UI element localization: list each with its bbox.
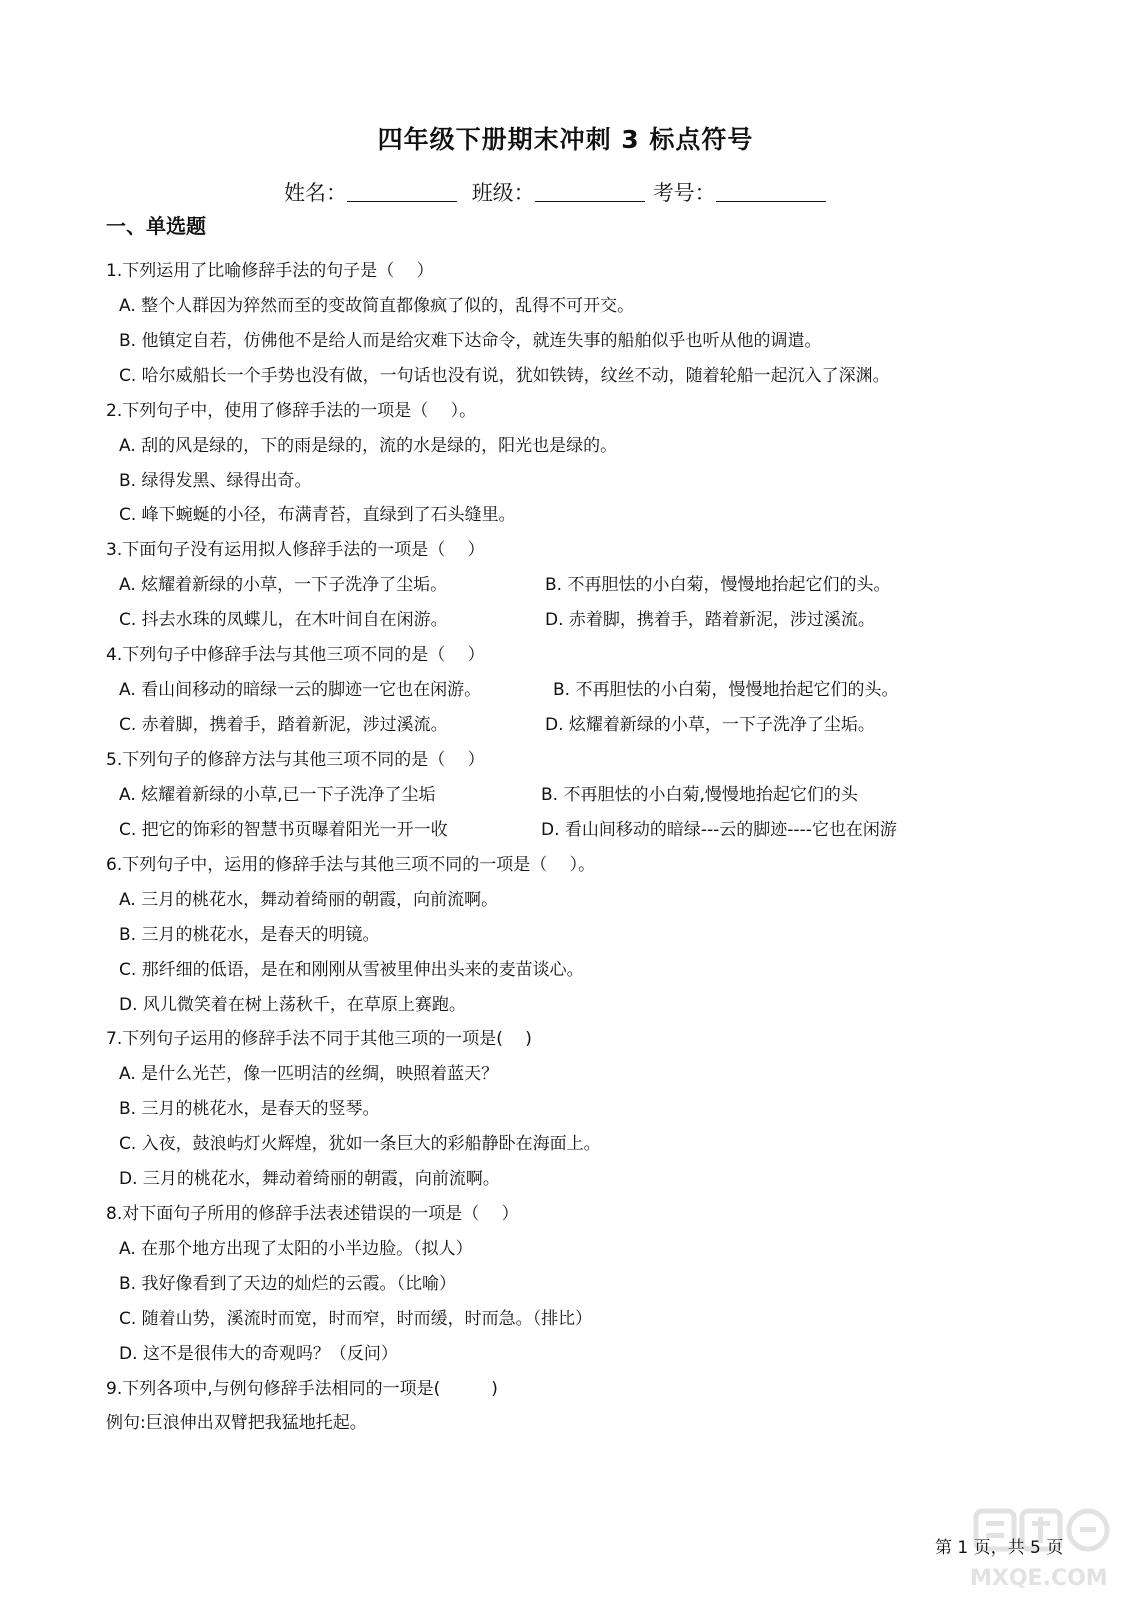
name-label: 姓名： (284, 181, 347, 205)
question-6-stem: 6.下列句子中，运用的修辞手法与其他三项不同的一项是（ ）。 (106, 855, 596, 875)
question-2-option-b: B. 绿得发黑、绿得出奇。 (119, 471, 312, 491)
question-5-option-b: B. 不再胆怯的小白菊,慢慢地抬起它们的头 (541, 785, 858, 805)
question-5-stem: 5.下列句子的修辞方法与其他三项不同的是（ ） (106, 750, 485, 770)
question-8-stem: 8.对下面句子所用的修辞手法表述错误的一项是（ ） (106, 1204, 519, 1224)
question-4-option-c: C. 赤着脚，携着手，踏着新泥，涉过溪流。 (119, 715, 448, 735)
question-1-option-b: B. 他镇定自若，仿佛他不是给人而是给灾难下达命令，就连失事的船舶似乎也听从他的调遣。 (119, 331, 822, 351)
question-8-option-d: D. 这不是很伟大的奇观吗？（反问） (119, 1344, 398, 1364)
question-6-option-c: C. 那纤细的低语，是在和刚刚从雪被里伸出头来的麦苗谈心。 (119, 960, 584, 980)
class-label: 班级： (471, 181, 535, 205)
page-title: 四年级下册期末冲刺 3 标点符号 (377, 125, 754, 154)
question-2-option-c: C. 峰下蜿蜒的小径，布满青苔，直绿到了石头缝里。 (119, 505, 516, 525)
exam-number-blank[interactable] (716, 181, 826, 202)
name-blank[interactable] (347, 181, 457, 202)
question-6-option-b: B. 三月的桃花水，是春天的明镜。 (119, 925, 380, 945)
question-3-option-b: B. 不再胆怯的小白菊，慢慢地抬起它们的头。 (545, 575, 891, 595)
question-7-stem: 7.下列句子运用的修辞手法不同于其他三项的一项是( ) (106, 1029, 532, 1049)
question-3-option-a: A. 炫耀着新绿的小草，一下子洗净了尘垢。 (119, 575, 448, 595)
exam-label: 考号： (652, 181, 716, 205)
question-7-option-c: C. 入夜，鼓浪屿灯火辉煌，犹如一条巨大的彩船静卧在海面上。 (119, 1134, 601, 1154)
watermark-url: MXQE.COM (970, 1566, 1108, 1591)
question-3-stem: 3.下面句子没有运用拟人修辞手法的一项是（ ） (106, 540, 485, 560)
question-5-option-c: C. 把它的饰彩的智慧书页曝着阳光一开一收 (119, 820, 448, 840)
question-8-option-a: A. 在那个地方出现了太阳的小半边脸。（拟人） (119, 1239, 473, 1259)
question-1-option-c: C. 哈尔威船长一个手势也没有做，一句话也没有说，犹如铁铸，纹丝不动，随着轮船一起沉入了深渊。 (119, 366, 890, 386)
question-4-option-b: B. 不再胆怯的小白菊，慢慢地抬起它们的头。 (553, 680, 899, 700)
question-9-example: 例句:巨浪伸出双臂把我猛地托起。 (106, 1413, 367, 1433)
question-7-option-b: B. 三月的桃花水，是春天的竖琴。 (119, 1099, 380, 1119)
class-blank[interactable] (535, 181, 645, 202)
question-1-stem: 1.下列运用了比喻修辞手法的句子是（ ） (106, 261, 434, 281)
page-footer: 第 1 页，共 5 页 (935, 1538, 1064, 1558)
question-1-option-a: A. 整个人群因为猝然而至的变故简直都像疯了似的，乱得不可开交。 (119, 296, 635, 316)
question-7-option-d: D. 三月的桃花水，舞动着绮丽的朝霞，向前流啊。 (119, 1169, 500, 1189)
question-3-option-d: D. 赤着脚，携着手，踏着新泥，涉过溪流。 (545, 610, 875, 630)
student-info-line (284, 177, 834, 207)
question-6-option-d: D. 风儿微笑着在树上荡秋千，在草原上赛跑。 (119, 995, 466, 1015)
question-4-option-a: A. 看山间移动的暗绿一云的脚迹一它也在闲游。 (119, 680, 482, 700)
question-4-stem: 4.下列句子中修辞手法与其他三项不同的是（ ） (106, 645, 485, 665)
question-2-stem: 2.下列句子中，使用了修辞手法的一项是（ ）。 (106, 401, 477, 421)
question-2-option-a: A. 刮的风是绿的，下的雨是绿的，流的水是绿的，阳光也是绿的。 (119, 436, 618, 456)
question-4-option-d: D. 炫耀着新绿的小草，一下子洗净了尘垢。 (545, 715, 875, 735)
question-7-option-a: A. 是什么光芒，像一匹明洁的丝绸，映照着蓝天？ (119, 1064, 499, 1084)
question-9-stem: 9.下列各项中,与例句修辞手法相同的一项是( ) (106, 1379, 498, 1399)
question-8-option-c: C. 随着山势，溪流时而宽，时而窄，时而缓，时而急。（排比） (119, 1309, 593, 1329)
question-5-option-a: A. 炫耀着新绿的小草,已一下子洗净了尘垢 (119, 785, 436, 805)
section-heading: 一、单选题 (106, 214, 206, 238)
question-5-option-d: D. 看山间移动的暗绿---云的脚迹----它也在闲游 (541, 820, 897, 840)
question-3-option-c: C. 抖去水珠的凤蝶儿，在木叶间自在闲游。 (119, 610, 448, 630)
question-6-option-a: A. 三月的桃花水，舞动着绮丽的朝霞，向前流啊。 (119, 890, 499, 910)
question-8-option-b: B. 我好像看到了天边的灿烂的云霞。（比喻） (119, 1274, 456, 1294)
